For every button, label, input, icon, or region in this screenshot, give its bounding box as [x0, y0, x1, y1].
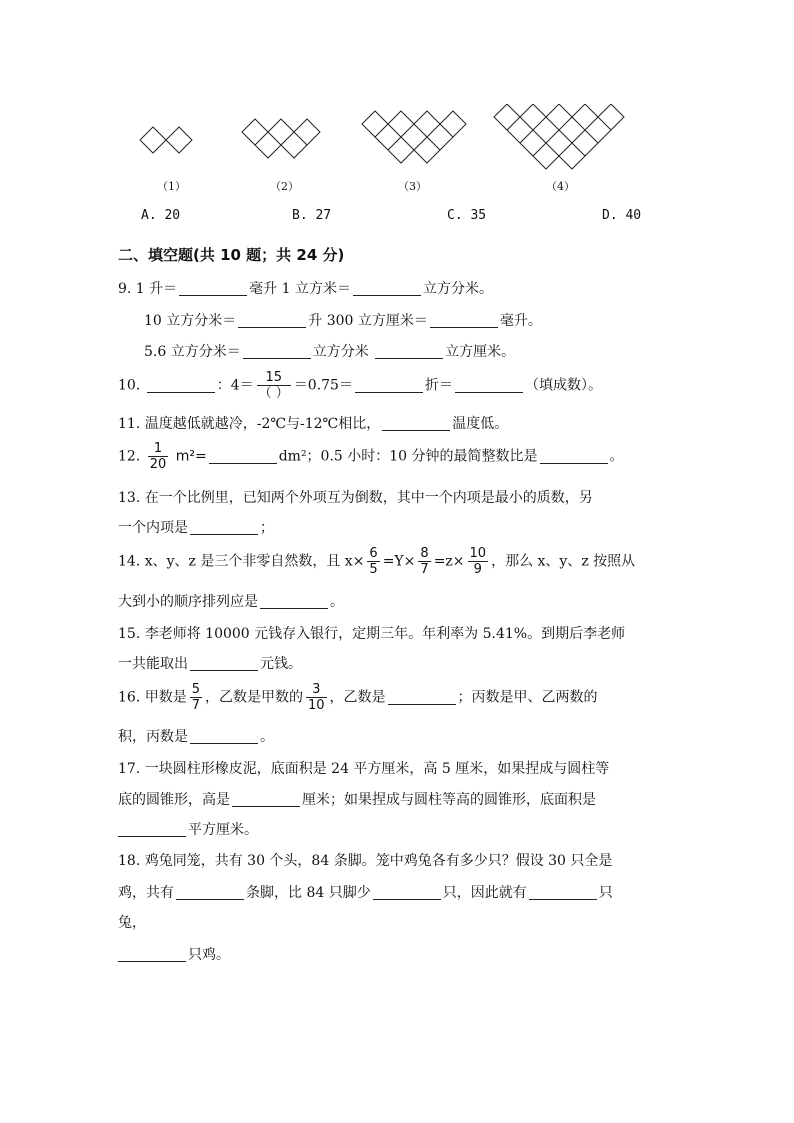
- answer-blank[interactable]: [179, 279, 247, 296]
- figure-label-4: （4）: [546, 180, 575, 193]
- question-18-line-4: 只鸡。: [118, 945, 230, 965]
- figure-4-squares: [494, 104, 624, 169]
- question-9-line-2: 10 立方分米＝ 升 300 立方厘米＝ 毫升。: [144, 313, 542, 329]
- question-13-line-2: 一个内项是 ；: [118, 520, 274, 536]
- choice-a: A. 20: [141, 208, 181, 223]
- question-14-line-1: 14. x、y、z 是三个非零自然数，且 x× $\frac{6}{5}$ =Y× $\frac{8}{7}$ =z× $\frac{10}{9}$ ，那么 x、y、z 按照从: [118, 546, 636, 577]
- answer-blank[interactable]: [190, 654, 258, 671]
- answer-blank[interactable]: [355, 376, 423, 393]
- fraction: $\frac{3}{10}$: [308, 682, 325, 713]
- answer-blank[interactable]: [238, 311, 306, 328]
- answer-blank[interactable]: [190, 518, 258, 535]
- question-16-line-1: 16. 甲数是 $\frac{5}{7}$ ，乙数是甲数的 $\frac{3}{10}$ ，乙数是 ；丙数是甲、乙两数的: [118, 682, 598, 713]
- choice-b: B. 27: [292, 208, 332, 223]
- answer-blank[interactable]: [147, 376, 215, 393]
- question-18-line-1: 18. 鸡兔同笼，共有 30 个头，84 条脚。笼中鸡兔各有多少只？假设 30 只全是: [118, 853, 613, 869]
- figure-label-1: （1）: [157, 180, 186, 193]
- fraction: $\frac{5}{7}$: [191, 682, 200, 713]
- question-15-line-1: 15. 李老师将 10000 元钱存入银行，定期三年。年利率为 5.41%。到期后李老师: [118, 626, 626, 642]
- answer-blank[interactable]: [375, 342, 443, 359]
- figure-label-2: （2）: [270, 180, 299, 193]
- answer-blank[interactable]: [540, 447, 608, 464]
- answer-blank[interactable]: [243, 342, 311, 359]
- question-18-line-2: 鸡，共有 条脚，比 84 只脚少 只，因此就有 只: [118, 885, 613, 901]
- question-17-line-3: 平方厘米。: [118, 820, 258, 840]
- answer-blank[interactable]: [529, 883, 597, 900]
- question-14-line-2: 大到小的顺序排列应是 。: [118, 594, 344, 610]
- answer-blank[interactable]: [455, 376, 523, 393]
- answer-blank[interactable]: [388, 688, 456, 705]
- answer-blank[interactable]: [353, 279, 421, 296]
- question-11: 11. 温度越低就越冷，-2℃与-12℃相比， 温度低。: [118, 416, 509, 432]
- question-17-line-2: 底的圆锥形，高是 厘米；如果捏成与圆柱等高的圆锥形，底面积是: [118, 792, 596, 808]
- answer-blank[interactable]: [430, 311, 498, 328]
- figure-1-squares: [140, 127, 192, 153]
- answer-blank[interactable]: [382, 414, 450, 431]
- fraction: $\frac{10}{9}$: [469, 546, 487, 577]
- section-title: 二、填空题(共 10 题；共 24 分): [118, 246, 345, 264]
- choice-c: C. 35: [447, 208, 487, 223]
- fraction: $\frac{15}{( )}$: [258, 370, 289, 401]
- figure-2-squares: [242, 119, 320, 158]
- question-9-line-3: 5.6 立方分米＝ 立方分米 立方厘米。: [144, 344, 516, 360]
- question-18-line-3: 兔，: [118, 915, 146, 931]
- fraction: $\frac{8}{7}$: [420, 546, 429, 577]
- choice-d: D. 40: [602, 208, 642, 223]
- question-16-line-2: 积，丙数是 。: [118, 729, 274, 745]
- answer-blank[interactable]: [118, 820, 186, 837]
- answer-blank[interactable]: [118, 945, 186, 962]
- answer-blank[interactable]: [232, 790, 300, 807]
- fraction: $\frac{1}{20}$: [149, 441, 167, 472]
- answer-blank[interactable]: [373, 883, 441, 900]
- figure-label-3: （3）: [398, 180, 427, 193]
- figure-3-squares: [362, 111, 466, 163]
- question-17-line-1: 17. 一块圆柱形橡皮泥，底面积是 24 平方厘米，高 5 厘米，如果捏成与圆柱等: [118, 761, 610, 777]
- answer-blank[interactable]: [176, 883, 244, 900]
- question-13-line-1: 13. 在一个比例里，已知两个外项互为倒数，其中一个内项是最小的质数，另: [118, 490, 593, 506]
- answer-blank[interactable]: [260, 592, 328, 609]
- question-10: 10. ：4＝ $\frac{15}{( )}$ ＝0.75＝ 折＝ （填成数）。: [118, 370, 602, 401]
- question-12: 12. $\frac{1}{20}$ m²= dm²；0.5 小时：10 分钟的最简整数比是 。: [118, 441, 624, 472]
- answer-blank[interactable]: [209, 447, 277, 464]
- figure-diamond-grids: [130, 104, 640, 174]
- question-15-line-2: 一共能取出 元钱。: [118, 656, 302, 672]
- fraction: $\frac{6}{5}$: [369, 546, 378, 577]
- question-9-line-1: 9. 1 升＝ 毫升 1 立方米＝ 立方分米。: [118, 281, 493, 297]
- answer-blank[interactable]: [190, 727, 258, 744]
